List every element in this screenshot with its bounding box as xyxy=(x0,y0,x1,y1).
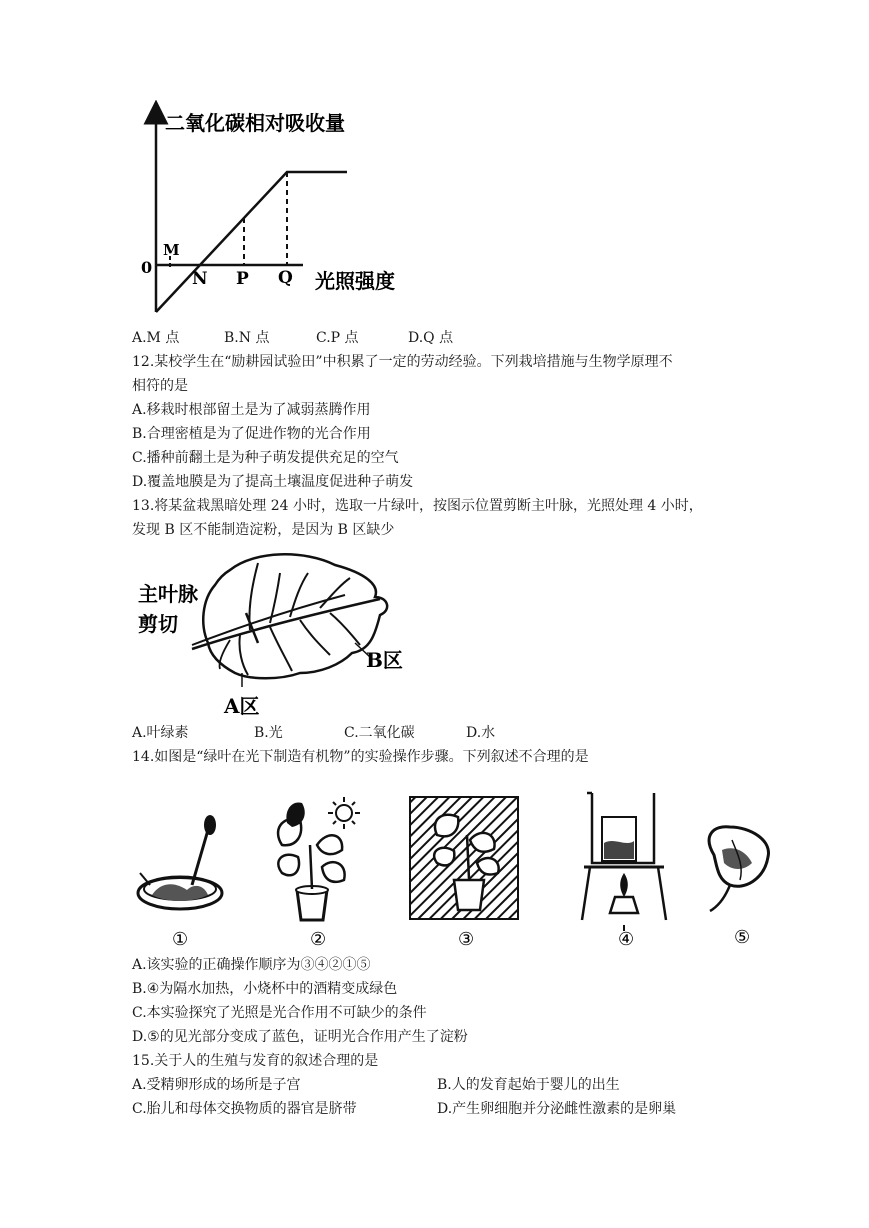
q12-option-c[interactable]: C.播种前翻土是为种子萌发提供充足的空气 xyxy=(132,450,399,466)
q15-option-d[interactable]: D.产生卵细胞并分泌雌性激素的是卵巢 xyxy=(437,1101,677,1117)
q14-option-b[interactable]: B.④为隔水加热，小烧杯中的酒精变成绿色 xyxy=(132,981,398,997)
x-axis-label: 光照强度 xyxy=(315,269,395,293)
q11-option-c[interactable]: C.P 点 xyxy=(316,330,359,346)
main-vein xyxy=(192,599,380,649)
q11-options xyxy=(132,328,453,348)
point-n-label: N xyxy=(192,269,208,289)
step5-label: ⑤ xyxy=(734,927,751,948)
leaf-outline xyxy=(203,554,387,678)
point-q-label: Q xyxy=(278,268,293,288)
step1-dish-icon xyxy=(138,815,222,909)
q13-option-a[interactable]: A.叶绿素 xyxy=(132,725,189,741)
q13-options xyxy=(132,723,495,743)
step4-label: ④ xyxy=(618,929,635,950)
step2-label: ② xyxy=(310,929,327,950)
q13-stem-line1: 13.将某盆栽黑暗处理 24 小时，选取一片绿叶，按图示位置剪断主叶脉，光照处理 4 小时， xyxy=(132,498,703,514)
q13-option-d[interactable]: D.水 xyxy=(466,725,496,741)
q11-option-a[interactable]: A.M 点 xyxy=(132,330,180,346)
q12-option-b[interactable]: B.合理密植是为了促进作物的光合作用 xyxy=(132,426,371,442)
q12-stem-line2: 相符的是 xyxy=(132,378,188,394)
q11-option-b[interactable]: B.N 点 xyxy=(224,330,270,346)
main-vein-label: 主叶脉 xyxy=(138,582,198,606)
step3-dark-treatment-icon xyxy=(410,797,518,919)
cut-label: 剪切 xyxy=(138,612,178,636)
q14-stem: 14.如图是“绿叶在光下制造有机物”的实验操作步骤。下列叙述不合理的是 xyxy=(132,749,589,765)
q12-option-d[interactable]: D.覆盖地膜是为了提高土壤温度促进种子萌发 xyxy=(132,474,414,490)
q15-stem: 15.关于人的生殖与发育的叙述合理的是 xyxy=(132,1053,379,1069)
step4-water-bath-icon xyxy=(582,793,666,931)
q11-option-d[interactable]: D.Q 点 xyxy=(408,330,454,346)
q15-option-a[interactable]: A.受精卵形成的场所是子宫 xyxy=(132,1077,301,1093)
co2-absorption-graph xyxy=(135,100,415,320)
q13-option-b[interactable]: B.光 xyxy=(254,725,283,741)
cut-mark xyxy=(246,613,258,643)
leaf-vein-figure xyxy=(130,545,420,720)
step5-leaf-icon xyxy=(709,827,768,911)
q15-option-c[interactable]: C.胎儿和母体交换物质的器官是脐带 xyxy=(132,1101,357,1117)
q12-option-a[interactable]: A.移栽时根部留土是为了减弱蒸腾作用 xyxy=(132,402,371,418)
a-zone-label: A区 xyxy=(224,694,260,718)
q14-option-d[interactable]: D.⑤的见光部分变成了蓝色，证明光合作用产生了淀粉 xyxy=(132,1029,468,1045)
origin-label: 0 xyxy=(141,258,153,277)
q13-option-c[interactable]: C.二氧化碳 xyxy=(344,725,415,741)
experiment-steps-figure xyxy=(132,785,782,955)
point-m-label: M xyxy=(163,241,180,259)
q13-stem-line2: 发现 B 区不能制造淀粉，是因为 B 区缺少 xyxy=(132,522,395,538)
step1-label: ① xyxy=(172,929,189,950)
point-p-label: P xyxy=(236,269,249,289)
q15-option-b[interactable]: B.人的发育起始于婴儿的出生 xyxy=(437,1077,620,1093)
main-vein-2 xyxy=(192,595,345,645)
step2-potted-plant-icon xyxy=(278,797,360,920)
y-axis-label: 二氧化碳相对吸收量 xyxy=(165,111,345,135)
q14-option-a[interactable]: A.该实验的正确操作顺序为③④②①⑤ xyxy=(132,957,371,973)
q12-stem-line1: 12.某校学生在“励耕园试验田”中积累了一定的劳动经验。下列栽培措施与生物学原理不 xyxy=(132,354,673,370)
q14-option-c[interactable]: C.本实验探究了光照是光合作用不可缺少的条件 xyxy=(132,1005,427,1021)
b-zone-label: B区 xyxy=(366,648,403,672)
step3-label: ③ xyxy=(458,929,475,950)
